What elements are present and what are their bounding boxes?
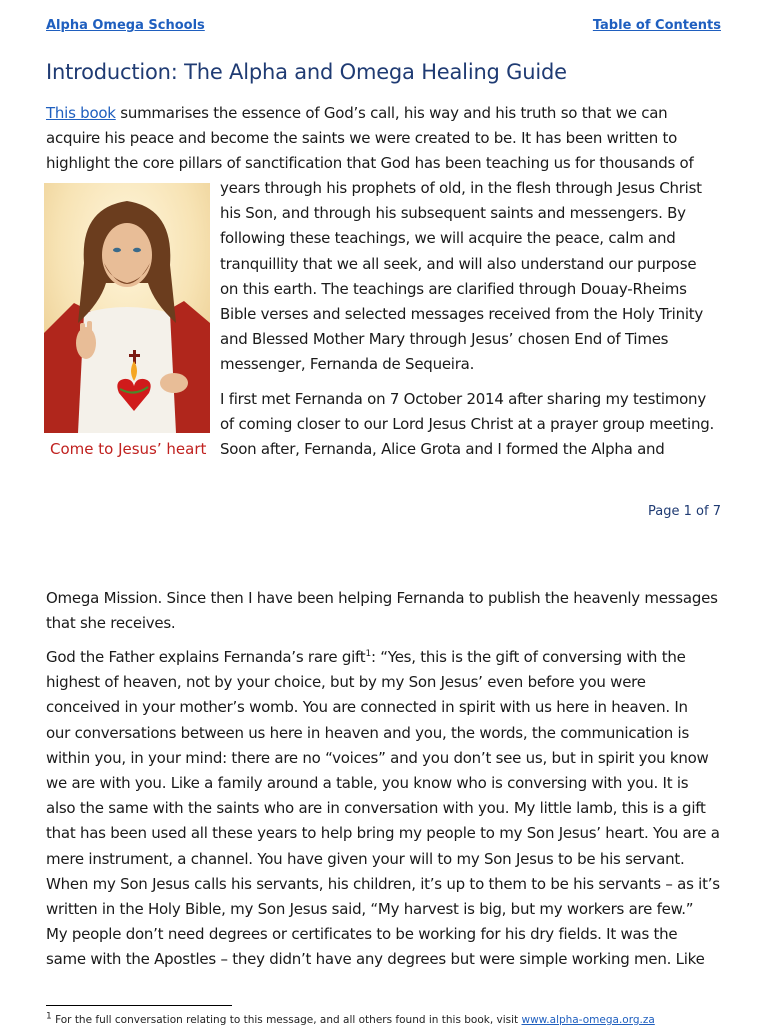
footnote-divider (46, 1005, 232, 1006)
quote-line: that has been used all these years to help bring my people to my Son Jesus’ heart. You are a (46, 824, 720, 843)
continuation-line: that she receives. (46, 614, 176, 633)
footnote (46, 1011, 655, 1026)
intro-paragraph (46, 101, 726, 177)
quote-lead: God the Father explains Fernanda’s rare gift (46, 648, 366, 666)
sacred-heart-image (44, 183, 210, 433)
quote-lead-rest: : “Yes, this is the gift of conversing with the (370, 648, 686, 666)
intro-wrap-line: following these teachings, we will acquire the peace, calm and (220, 229, 676, 248)
page-number: Page 1 of 7 (648, 504, 721, 519)
quote-line: When my Son Jesus calls his servants, his children, it’s up to them to be his servants – as it’s (46, 874, 720, 893)
second-paragraph (220, 387, 726, 463)
intro-line-1-rest: summarises the essence of God’s call, his way and his truth so that we can (115, 104, 668, 122)
intro-wrap-line: Bible verses and selected messages received from the Holy Trinity (220, 305, 704, 324)
intro-wrap-line: on this earth. The teachings are clarified through Douay-Rheims (220, 279, 687, 298)
quote-line: within you, in your mind: there are no “voices” and you don’t see us, but in spirit you know (46, 748, 709, 767)
intro-wrap-line: tranquillity that we all seek, and will also understand our purpose (220, 254, 697, 273)
continuation-paragraph (46, 586, 726, 636)
quote-line: highest of heaven, not by your choice, but by my Son Jesus’ even before you were (46, 673, 646, 692)
footnote-mark: 1 (46, 1011, 52, 1022)
quote-line: My people don’t need degrees or certificates to be working for his dry fields. It was the (46, 925, 678, 944)
quote-line: we are with you. Like a family around a table, you know who is conversing with you. It is (46, 774, 689, 793)
quote-line: written in the Holy Bible, my Son Jesus said, “My harvest is big, but my workers are few.” (46, 900, 694, 919)
quote-line: conceived in your mother’s womb. You are connected in spirit with us here in heaven. In (46, 698, 688, 717)
intro-wrap-line: and Blessed Mother Mary through Jesus’ chosen End of Times (220, 330, 669, 349)
intro-wrap-line: messenger, Fernanda de Sequeira. (220, 355, 475, 374)
quote-line: also the same with the saints who are in conversation with you. My little lamb, this is a gift (46, 799, 706, 818)
page-title: Introduction: The Alpha and Omega Healing Guide (46, 60, 567, 84)
second-para-line: I first met Fernanda on 7 October 2014 after sharing my testimony (220, 390, 706, 408)
continuation-line: Omega Mission. Since then I have been helping Fernanda to publish the heavenly messages (46, 589, 718, 607)
sacred-heart-illustration (44, 183, 210, 433)
quote-line: our conversations between us here in heaven and you, the words, the communication is (46, 723, 690, 742)
footnote-text: For the full conversation relating to this message, and all others found in this book, visit (51, 1014, 522, 1026)
header-link-alpha-omega-schools[interactable]: Alpha Omega Schools (46, 18, 205, 33)
footnote-reference[interactable]: 1 (365, 649, 371, 659)
intro-wrapped-text (220, 176, 726, 378)
quote-paragraph (46, 645, 726, 973)
intro-line-2: acquire his peace and become the saints we were created to be. It has been written to (46, 129, 678, 148)
header-link-table-of-contents[interactable]: Table of Contents (592, 18, 721, 33)
quote-line: same with the Apostles – they didn’t have any degrees but were simple working men. Like (46, 950, 705, 969)
this-book-link[interactable]: This book (46, 104, 116, 122)
intro-line-3: highlight the core pillars of sanctification that God has been teaching us for thousands of (46, 154, 694, 173)
image-caption: Come to Jesus’ heart (50, 440, 207, 458)
second-para-line: Soon after, Fernanda, Alice Grota and I formed the Alpha and (220, 440, 665, 459)
intro-wrap-line: years through his prophets of old, in the flesh through Jesus Christ (220, 179, 702, 197)
second-para-line: of coming closer to our Lord Jesus Christ at a prayer group meeting. (220, 415, 715, 434)
footnote-website-link[interactable]: www.alpha-omega.org.za (521, 1014, 655, 1026)
quote-line: mere instrument, a channel. You have given your will to my Son Jesus to be his servant. (46, 849, 685, 868)
intro-wrap-line: his Son, and through his subsequent saints and messengers. By (220, 204, 686, 223)
